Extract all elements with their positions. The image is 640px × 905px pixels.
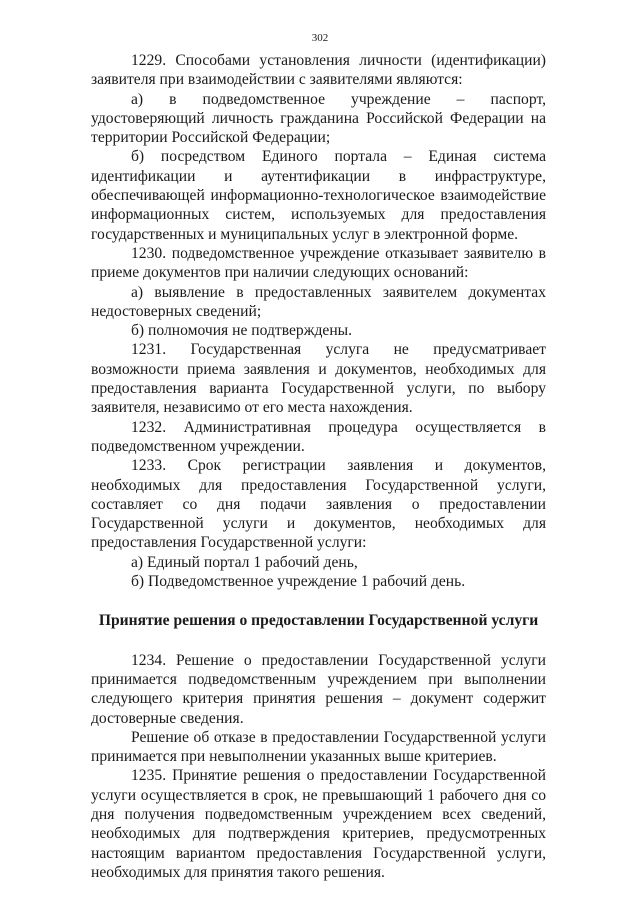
paragraph-1233: 1233. Срок регистрации заявления и документов, необходимых для предоставления Государственной услуги, составляет со дня подачи заявления о предоставлении Государственной услуги и документов, необходимых для предоставления Государственной услуги:: [91, 457, 546, 552]
page-number: 302: [311, 32, 329, 44]
paragraph-1230-a: а) выявление в предоставленных заявителем документах недостоверных сведений;: [91, 283, 546, 320]
paragraph-1229: 1229. Способами установления личности (идентификации) заявителя при взаимодействии с заявителями являются:: [91, 52, 546, 89]
paragraph-1231: 1231. Государственная услуга не предусматривает возможности приема заявления и документов, необходимых для предоставления варианта Государственной услуги, по выбору заявителя, независимо от его места нахождения.: [91, 341, 546, 417]
paragraph-1232: 1232. Административная процедура осуществляется в подведомственном учреждении.: [91, 418, 546, 455]
paragraph-1229-b: б) посредством Единого портала – Единая система идентификации и аутентификации в инфраструктуре, обеспечивающей информационно-технологическое взаимодействие информационных систем, используемых для предоставления государственных и муниципальных услуг в электронной форме.: [91, 148, 546, 243]
paragraph-1229-a: а) в подведомственное учреждение – паспорт, удостоверяющий личность гражданина Российской Федерации на территории Российской Федерации;: [91, 90, 546, 147]
section-heading: Принятие решения о предоставлении Государственной услуги: [98, 612, 539, 630]
paragraph-1230-b: б) полномочия не подтверждены.: [131, 322, 353, 340]
paragraph-refusal: Решение об отказе в предоставлении Государственной услуги принимается при невыполнении указанных выше критериев.: [91, 728, 546, 766]
paragraph-1233-a: а) Единый портал 1 рабочий день,: [131, 553, 358, 571]
paragraph-1234: 1234. Решение о предоставлении Государственной услуги принимается подведомственным учреждением при выполнении следующего критерия принятия решения – документ содержит достоверные сведения.: [91, 651, 546, 727]
paragraph-1233-b: б) Подведомственное учреждение 1 рабочий день.: [131, 573, 466, 591]
document-body: [91, 51, 546, 882]
paragraph-1230: 1230. подведомственное учреждение отказывает заявителю в приеме документов при наличии следующих оснований:: [91, 244, 546, 282]
paragraph-1235: 1235. Принятие решения о предоставлении Государственной услуги осуществляется в срок, не превышающий 1 рабочего дня со дня получения подведомственным учреждением всех сведений, необходимых для подтверждения критериев, предусмотренных настоящим вариантом предоставления Государственной услуги, необходимых для принятия такого решения.: [91, 767, 546, 881]
